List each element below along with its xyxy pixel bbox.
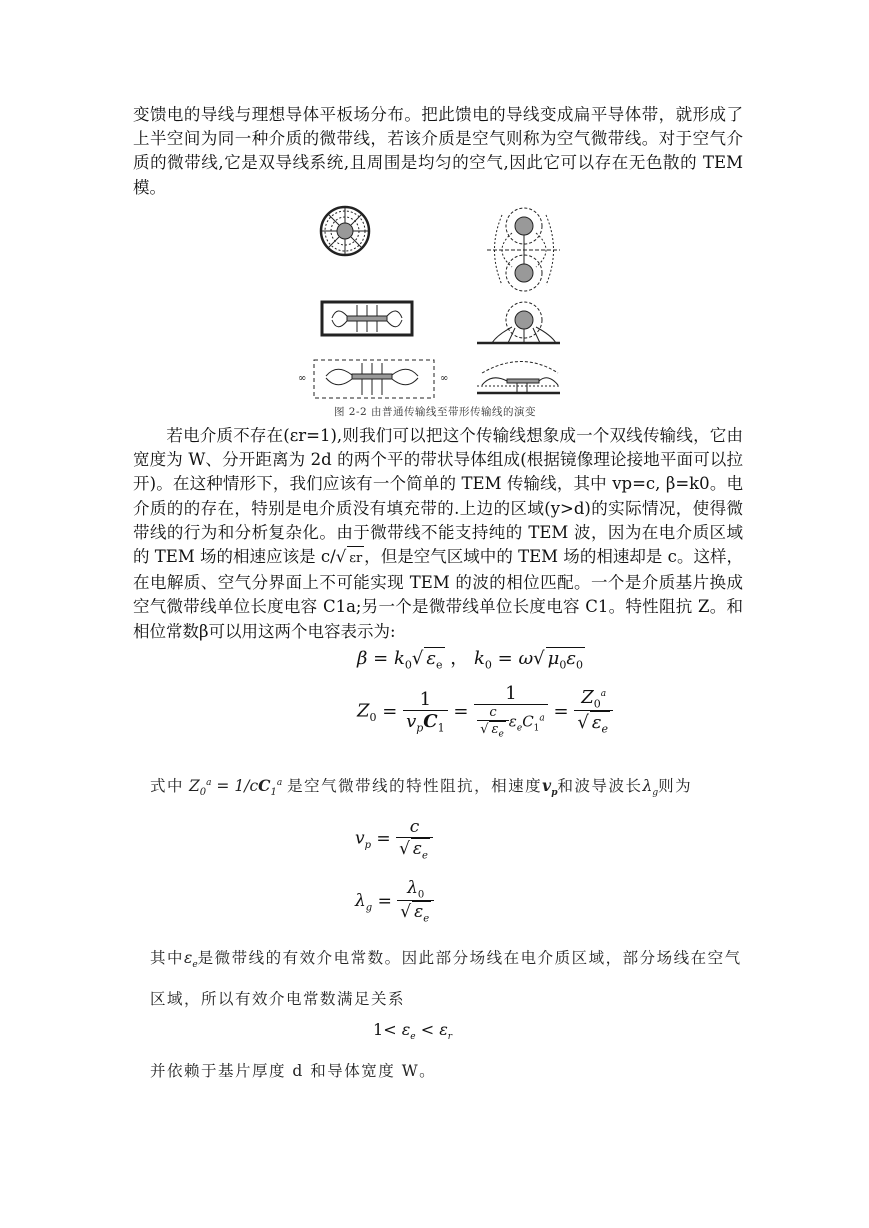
infinity-right: ∞	[440, 373, 449, 384]
intro-paragraph: 变馈电的导线与理想导体平板场分布。把此馈电的导线变成扁平导体带，就形成了上半空间为同一种介质的微带线，若该介质是空气则称为空气微带线。对于空气介质的微带线,它是双导线系统,且周围是均匀的空气,因此它可以存在无色散的 TEM 模。	[133, 105, 743, 197]
note-effective-permittivity: 其中$\varepsilon_e$是微带线的有效介电常数。因此部分场线在电介质区域，部分场线在空气	[150, 949, 742, 971]
equation-vp: $v_p$ = $\frac{c}{√ \varepsilon_e}$	[355, 817, 433, 861]
equation-lambda-g: $\lambda_g$ = $\frac{\lambda_0}{√ \varepsilon_e}$	[355, 878, 434, 925]
figure-caption: 图 2-2 由普通传输线至带形传输线的演变	[333, 406, 537, 418]
body-paragraph	[133, 424, 743, 644]
transmission-line-figure	[298, 205, 560, 402]
equation-z0: $Z_0$ = $\frac{1}{v_pC_1}$ = 1 $\frac{c}{√ \varepsilon_e}$ $\varepsilon_eC_1^a$ = $\frac{Z_0^a}{√ \varepsilon_e}$	[357, 683, 613, 740]
equation-beta: $\beta = k_0√$ $\varepsilon_e$ ， $k_0 = \omega√$ $\mu_0\varepsilon_0$	[357, 648, 583, 672]
para2-after: ，但是空气区域中的 TEM 场的相速却是 c。这样，在电解质、空气分界面上不可能实现 TEM 的波的相位匹配。一个是介质基片换成空气微带线单位长度电容 C1a;另一个是微带线单位长度电容 C1。特性阻抗 Z。和相位常数β可以用这两个电容表示为:	[133, 547, 743, 641]
note-z0a: 式中 $Z_0^a = 1/cC_1^a$ 是空气微带线的特性阻抗，相速度$v_p$和波导波长$\lambda_g$则为	[150, 776, 693, 799]
para2-before: 若电介质不存在(εr=1),则我们可以把这个传输线想象成一个双线传输线，它由宽度为 W、分开距离为 2d 的两个平的带状导体组成(根据镜像理论接地平面可以拉开)。在这种情形下，我们应该有一个简单的 TEM 传输线，其中 vp=c, β=k0。电介质的的存在，特别是电介质没有填充带的.上边的区域(y>d)的实际情况，使得微带线的行为和分析复杂化。由于微带线不能支持纯的 TEM 波，因为在电介质区域的 TEM 场的相速应该是 c/	[133, 426, 743, 567]
note-dependence: 并依赖于基片厚度 d 和导体宽度 W。	[150, 1062, 437, 1080]
sqrt-radical: √	[335, 547, 347, 567]
infinity-left: ∞	[298, 373, 307, 384]
sqrt-arg: εr	[347, 546, 364, 571]
note-relation: 区域，所以有效介电常数满足关系	[150, 990, 406, 1008]
equation-inequality: $1< \varepsilon_e < \varepsilon_r$	[373, 1020, 453, 1043]
